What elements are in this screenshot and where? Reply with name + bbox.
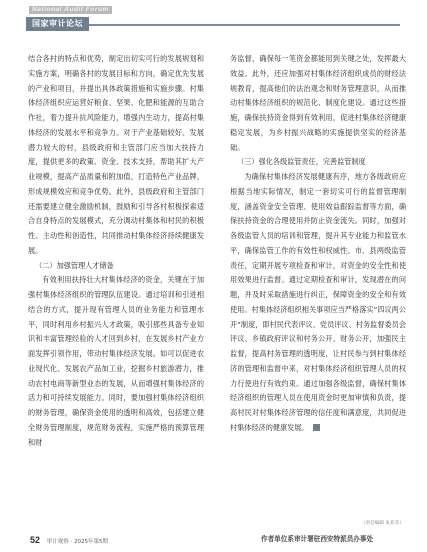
paragraph bbox=[230, 170, 406, 436]
page-number: 52 bbox=[30, 535, 41, 545]
section-heading: （三）强化各级监管责任，完善监管制度 bbox=[237, 157, 366, 167]
editor-note: （责任编辑 朱亚芬） bbox=[361, 521, 404, 526]
paragraph: 务监督，确保每一笔资金都能用到关键之处，发挥最大效益。此外，还应加强对村集体经济组织成员的财经法规教育，提高他们的法治观念和财务管理意识，从而推动村集体经济组织的规范化、制度化建设。通过这些措施，确保扶持资金得到有效利用，促进村集体经济健康稳定发展，为乡村振兴战略的实施提供坚实的经济基础。 bbox=[230, 54, 406, 152]
section-heading: （二）加强管理人才储备 bbox=[35, 260, 114, 270]
section-label: 国家审计论坛 bbox=[26, 17, 89, 31]
left-column bbox=[28, 52, 204, 450]
header-english-title: National Audit Forum bbox=[29, 6, 112, 14]
page-header bbox=[0, 0, 427, 36]
end-mark-icon bbox=[313, 424, 320, 431]
page-footer bbox=[30, 535, 108, 545]
header-rule bbox=[60, 24, 400, 26]
paragraph: 结合各村的特点和优势，制定出切实可行的发展规划和实施方案，明确各村的发展目标和方向，确定优先发展的产业和项目，并提出具体政策措施和实施步骤。村集体经济组织应运营好粮食、坚果、化肥和能源的互助合作社，着力提升抗风险能力，增强内生动力，提高村集体经济的发展水平和竞争力。对于产业基础较好、发展潜力较大的村，县级政府和主管部门应当加大扶持力度，提供更多的政策、资金、技术支持，帮助其扩大产业规模，提高产品质量和附加值，打造特色产业品牌，形成规模效应和竞争优势。此外，县级政府和主管部门还需要建立健全激励机制，鼓励和引导各村积极探索适合自身特点的发展模式，充分调动村集体和村民的积极性、主动性和创造性，共同推动村集体经济持续健康发展。 bbox=[28, 54, 204, 255]
journal-issue: 审计观察 · 2025年第5期 bbox=[46, 539, 109, 545]
right-column bbox=[230, 52, 406, 436]
author-affiliation: 作者单位系审计署驻西安特派员办事处 bbox=[261, 535, 374, 543]
paragraph-text: 为确保村集体经济发展健康有序，地方各级政府应根据当地实际情况，制定一套切实可行的监督管理制度，涵盖资金安全管理、使用效益跟踪监督等方面，确保扶持资金的合理使用并防止资金流失。同时，加强对各级监管人员的培训和管理，提升其专业能力和监管水平，确保监管工作的有效性和权威性。市、县两级监管责任，定期开展专项检查和审计，对资金的安全性和使用效果进行监督。通过定期检查和审计，发现潜在的问题，并及时采取措施进行纠正，保障资金的安全和有效使用。村集体经济组织相关事项应当严格落实“四议两公开”制度，即村民代表评议、党员评议、村务监督委员会评议、乡镇政府评议和村务公开、财务公开，加强民主监督，提高村务管理的透明度，让村民参与到村集体经济的管理和监督中来，对村集体经济组织管理人员的权力行使进行有效约束。通过加强各级监督，确保村集体经济组织的管理人员在使用资金时更加审慎和负责，提高村民对村集体经济管理的信任度和满意度，共同促进村集体经济的健康发展。 bbox=[230, 172, 406, 432]
paragraph: 有效利用扶持壮大村集体经济的资金，关键在于加强村集体经济组织的管理队伍建设。通过培训和引进相结合的方式，提升现有管理人员的业务能力和管理水平，同时利用乡村振兴人才政策，吸引那些具备专业知识和丰富管理经验的人才回到乡村，在发展乡村产业方面发挥引领作用，带动村集体经济发展。如可以促进农业现代化、发展农产品加工业，挖掘乡村旅游潜力，推动农村电商等新型业态的发展，从而增强村集体经济的活力和可持续发展能力。同时，要加强村集体经济组织的财务管理，确保资金使用的透明和高效，包括建立健全财务管理制度，规范财务流程，实施严格的预算管理和财 bbox=[28, 275, 204, 447]
